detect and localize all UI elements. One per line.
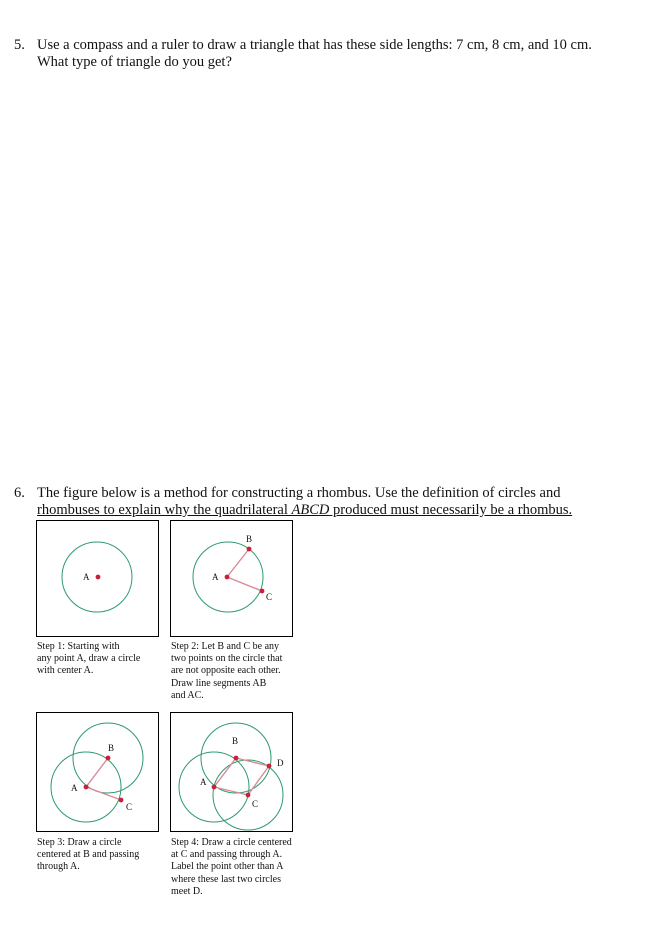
- step-1-caption-line: any point A, draw a circle: [37, 653, 141, 665]
- step-3-caption-line: through A.: [37, 861, 80, 873]
- point-a: [212, 785, 217, 790]
- label-a: A: [200, 777, 207, 787]
- question-6-line-2a: rhombuses to explain why the quadrilateral: [37, 502, 292, 518]
- label-b: B: [246, 534, 253, 544]
- question-5-text: [37, 37, 592, 71]
- question-5-line-1: Use a compass and a ruler to draw a triangle that has these side lengths: 7 cm, 8 cm, and 10 cm.: [37, 37, 592, 53]
- step-3-caption-line: centered at B and passing: [37, 849, 140, 861]
- step-1-caption-line: Step 1: Starting with: [37, 641, 120, 652]
- step-4-caption-line: where these last two circles: [171, 873, 281, 885]
- point-c: [119, 798, 124, 803]
- point-a: [225, 575, 230, 580]
- label-b: B: [232, 736, 239, 746]
- step-4-figure: [170, 712, 293, 832]
- step-2-diagram: [171, 521, 292, 636]
- step-1-diagram: [37, 521, 158, 636]
- step-4-caption-line: Label the point other than A: [171, 861, 284, 873]
- point-b: [106, 756, 111, 761]
- segment-ac: [227, 577, 262, 591]
- label-c: C: [266, 592, 273, 602]
- label-a: A: [83, 572, 90, 582]
- label-b: B: [108, 743, 115, 753]
- step-1-caption: [37, 641, 140, 678]
- label-d: D: [277, 758, 284, 768]
- point-c: [246, 793, 251, 798]
- segment-ac: [86, 787, 121, 800]
- step-3-caption-line: Step 3: Draw a circle: [37, 837, 122, 848]
- step-1-figure: [36, 520, 159, 637]
- question-6-line-2b: produced must necessarily be a rhombus.: [329, 502, 573, 518]
- segment-ac: [214, 787, 248, 795]
- step-2-caption-line: two points on the circle that: [171, 653, 283, 665]
- question-6-line-2: [37, 502, 572, 519]
- step-3-figure: [36, 712, 159, 832]
- step-2-caption: [171, 641, 282, 702]
- step-4-caption-line: Step 4: Draw a circle centered: [171, 837, 292, 848]
- step-2-figure: [170, 520, 293, 637]
- step-4-caption-line: at C and passing through A.: [171, 849, 283, 861]
- step-2-caption-line: and AC.: [171, 689, 204, 701]
- segment-ab: [214, 758, 236, 787]
- segment-ab: [86, 758, 108, 787]
- label-a: A: [212, 572, 219, 582]
- step-4-caption-line: meet D.: [171, 885, 203, 897]
- question-6-line-1: The figure below is a method for constructing a rhombus. Use the definition of circles and: [37, 485, 561, 501]
- question-6-text: [37, 485, 572, 519]
- point-a: [84, 785, 89, 790]
- segment-ab: [227, 549, 249, 577]
- label-a: A: [71, 783, 78, 793]
- step-4-caption: [171, 837, 292, 898]
- step-2-caption-line: Step 2: Let B and C be any: [171, 641, 280, 652]
- step-2-caption-line: are not opposite each other.: [171, 665, 281, 677]
- step-3-diagram: [37, 713, 158, 831]
- point-b: [247, 547, 252, 552]
- point-a: [96, 575, 101, 580]
- step-4-diagram: [171, 713, 292, 831]
- step-2-caption-line: Draw line segments AB: [171, 677, 267, 689]
- label-c: C: [252, 799, 259, 809]
- step-1-caption-line: with center A.: [37, 665, 94, 677]
- segment-cd: [248, 766, 269, 795]
- point-c: [260, 589, 265, 594]
- point-b: [234, 756, 239, 761]
- quadrilateral-name: ABCD: [291, 502, 330, 518]
- question-5-number: 5.: [14, 37, 25, 53]
- point-d: [267, 764, 272, 769]
- step-3-caption: [37, 837, 139, 874]
- label-c: C: [126, 802, 133, 812]
- question-5-line-2: What type of triangle do you get?: [37, 54, 232, 70]
- question-6-number: 6.: [14, 485, 25, 501]
